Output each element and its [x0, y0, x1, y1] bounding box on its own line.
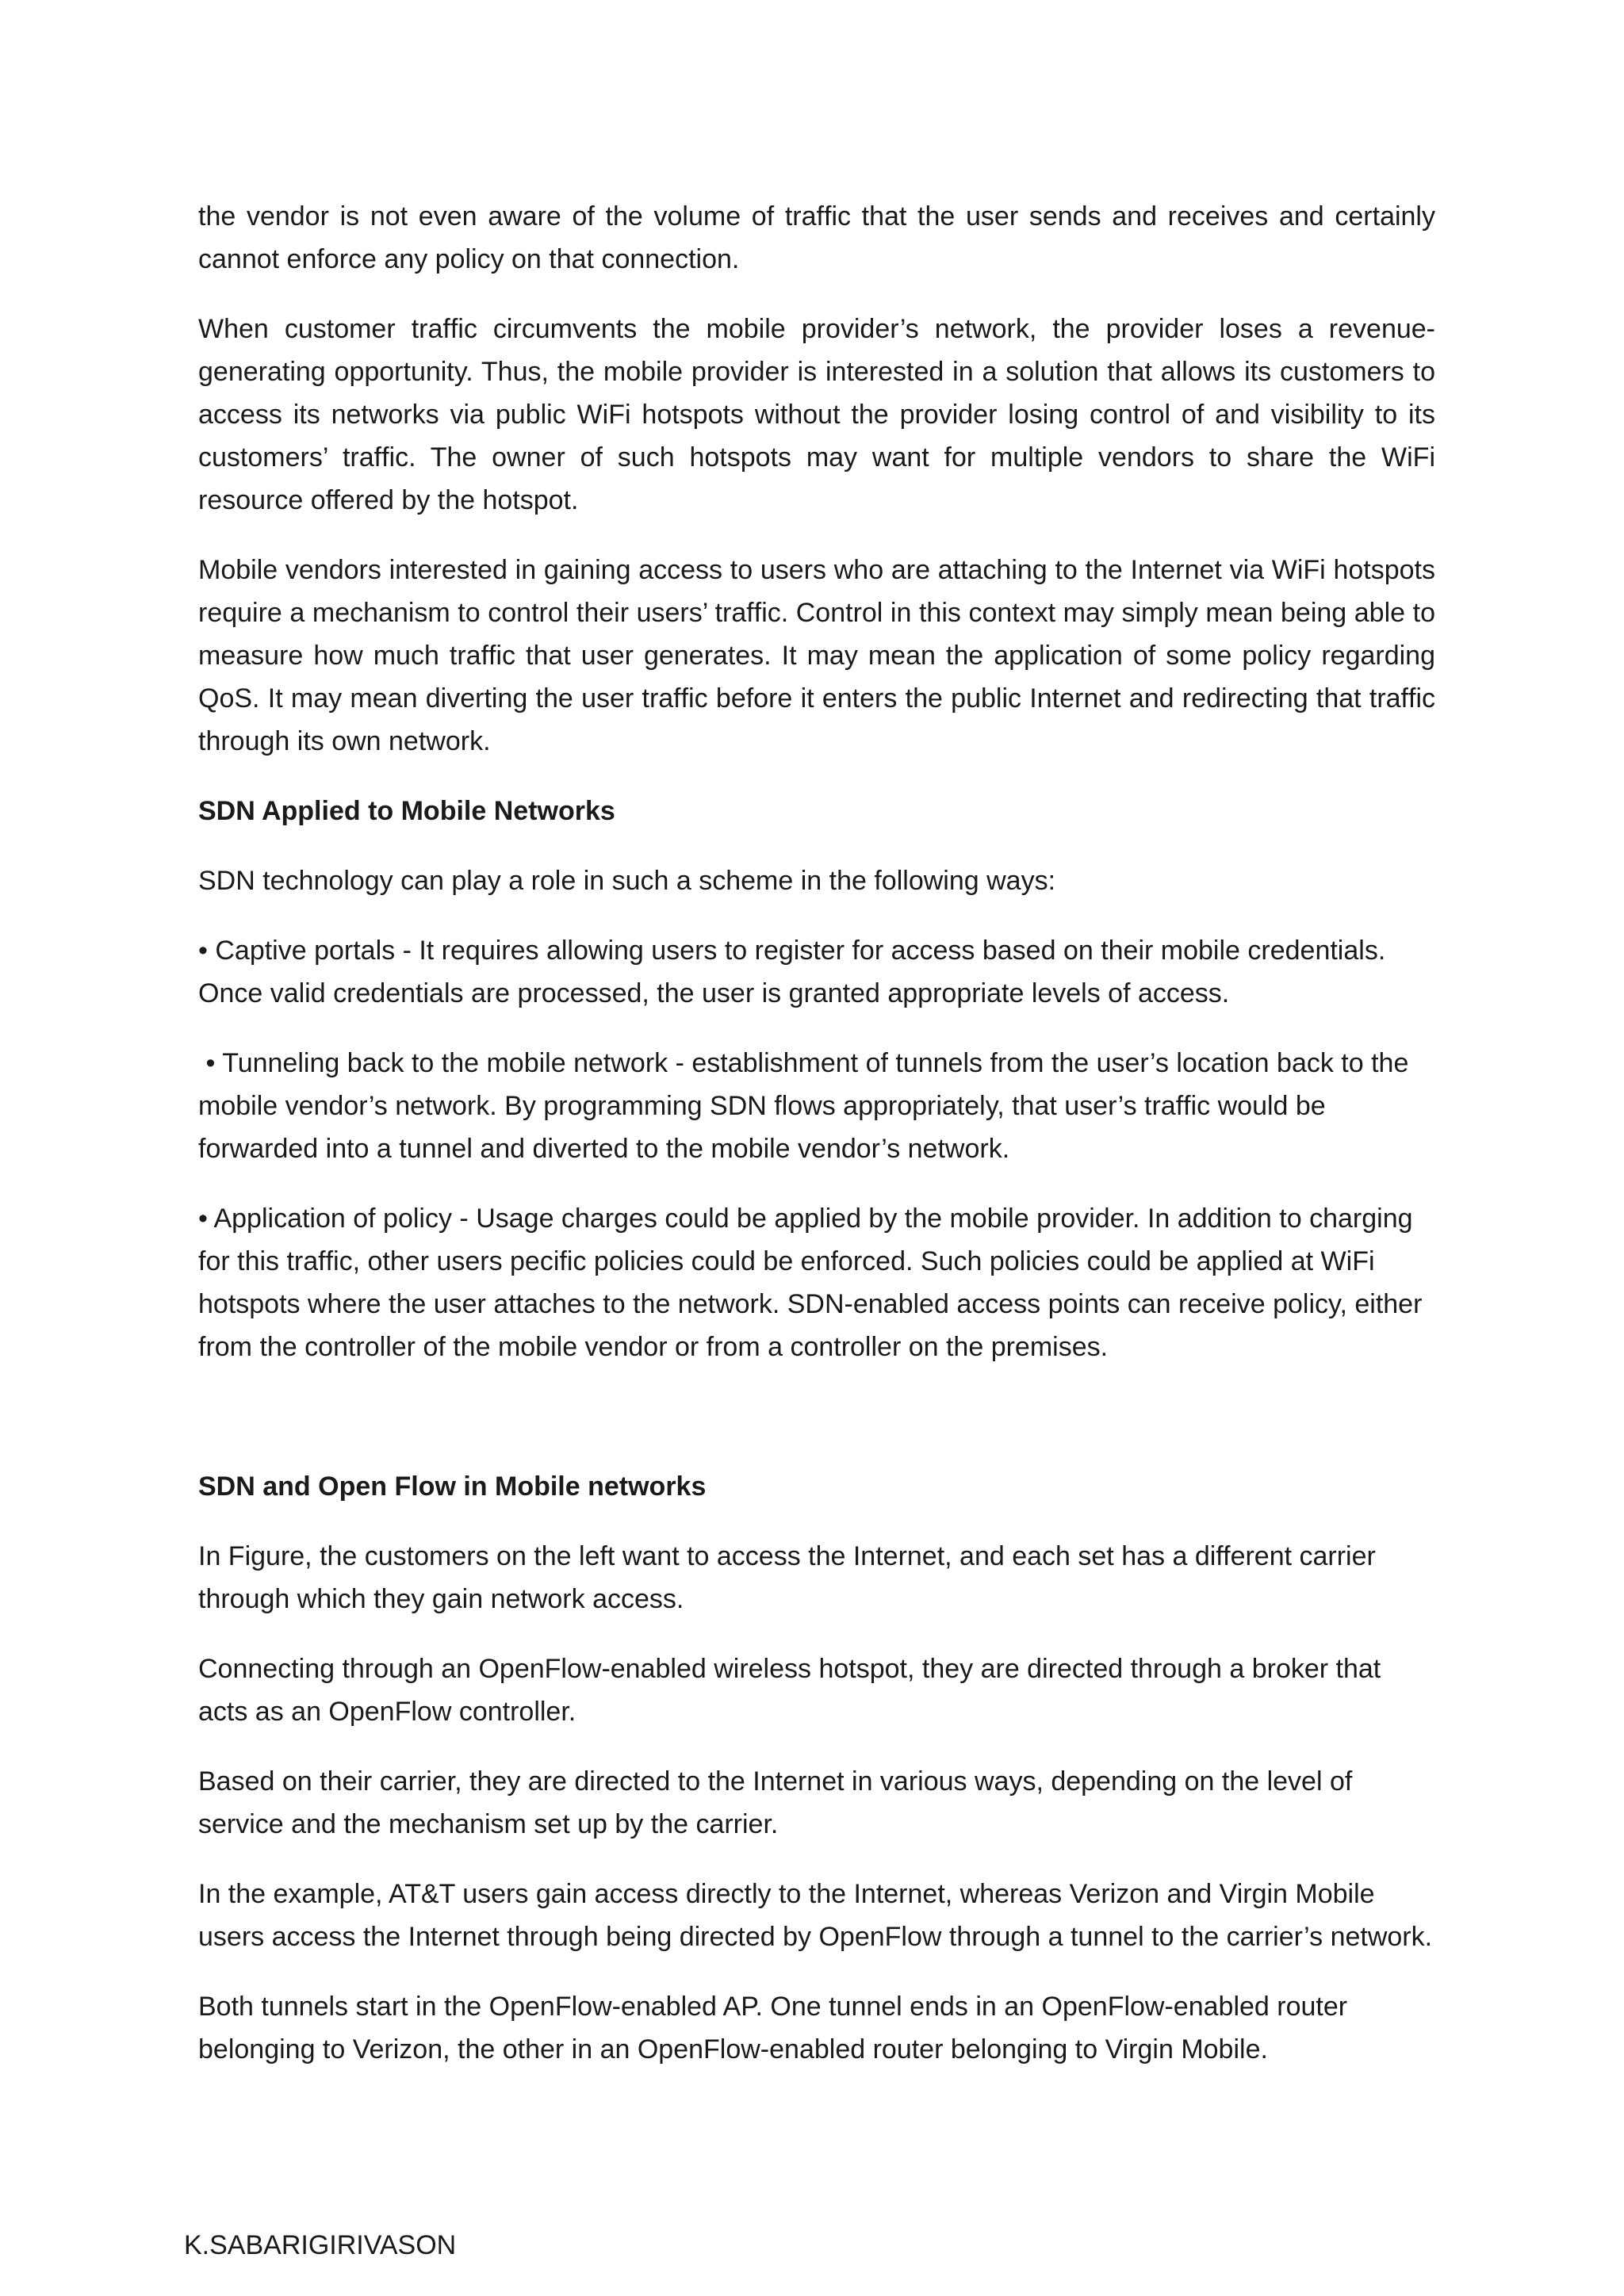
paragraph-mobile-vendors-control: Mobile vendors interested in gaining access to users who are attaching to the Internet via WiFi hotspots require a mechanism to control their users’ trafﬁc. Control in this context may simply mean being able to measure how much trafﬁc that user generates. It may mean the application of some policy regarding QoS. It may mean diverting the user trafﬁc before it enters the public Internet and redirecting that trafﬁc through its own network. — [198, 555, 1435, 756]
section-heading-sdn-openflow: SDN and Open Flow in Mobile networks — [198, 1471, 707, 1502]
section-heading-sdn-applied: SDN Applied to Mobile Networks — [198, 796, 615, 826]
paragraph-sdn-role-intro: SDN technology can play a role in such a scheme in the following ways: — [198, 866, 1056, 896]
paragraph-att-verizon-example: In the example, AT&T users gain access directly to the Internet, whereas Verizon and Virgin Mobile users access the Internet through being directed by OpenFlow through a tunnel to the carrier’s network. — [198, 1879, 1433, 1952]
paragraph-tunnels-start: Both tunnels start in the OpenFlow-enabled AP. One tunnel ends in an OpenFlow-enabled router belonging to Verizon, the other in an OpenFlow-enabled router belonging to Virgin Mobile. — [198, 1992, 1348, 2064]
paragraph-figure-customers: In Figure, the customers on the left want to access the Internet, and each set has a different carrier through which they gain network access. — [198, 1541, 1376, 1614]
paragraph-carrier-direction: Based on their carrier, they are directed to the Internet in various ways, depending on the level of service and the mechanism set up by the carrier. — [198, 1766, 1353, 1839]
paragraph-openflow-hotspot: Connecting through an OpenFlow-enabled wireless hotspot, they are directed through a broker that acts as an OpenFlow controller. — [198, 1654, 1381, 1727]
bullet-tunneling-back: • Tunneling back to the mobile network - establishment of tunnels from the user’s location back to the mobile vendor’s network. By programming SDN flows appropriately, that user’s trafﬁc would be forwarded into a tunnel and diverted to the mobile vendor’s network. — [198, 1048, 1416, 1164]
paragraph-revenue-opportunity: When customer trafﬁc circumvents the mobile provider’s network, the provider loses a revenue-generating opportunity. Thus, the mobile provider is interested in a solution that allows its customers to access its networks via public WiFi hotspots without the provider losing control of and visibility to its customers’ trafﬁc. The owner of such hotspots may want for multiple vendors to share the WiFi resource offered by the hotspot. — [198, 314, 1435, 515]
document-body — [198, 195, 1435, 2098]
footer-author: K.SABARIGIRIVASON — [184, 2230, 457, 2260]
paragraph-vendor-awareness: the vendor is not even aware of the volume of trafﬁc that the user sends and receives and certainly cannot enforce any policy on that connection. — [198, 201, 1435, 274]
bullet-captive-portals: • Captive portals - It requires allowing users to register for access based on their mobile credentials. Once valid credentials are processed, the user is granted appropriate levels of access. — [198, 936, 1386, 1008]
bullet-application-of-policy: • Application of policy - Usage charges could be applied by the mobile provider. In addition to charging for this trafﬁc, other users pecific policies could be enforced. Such policies could be applied at WiFi hotspots where the user attaches to the network. SDN-enabled access points can receive policy, either from the controller of the mobile vendor or from a controller on the premises. — [198, 1203, 1423, 1362]
